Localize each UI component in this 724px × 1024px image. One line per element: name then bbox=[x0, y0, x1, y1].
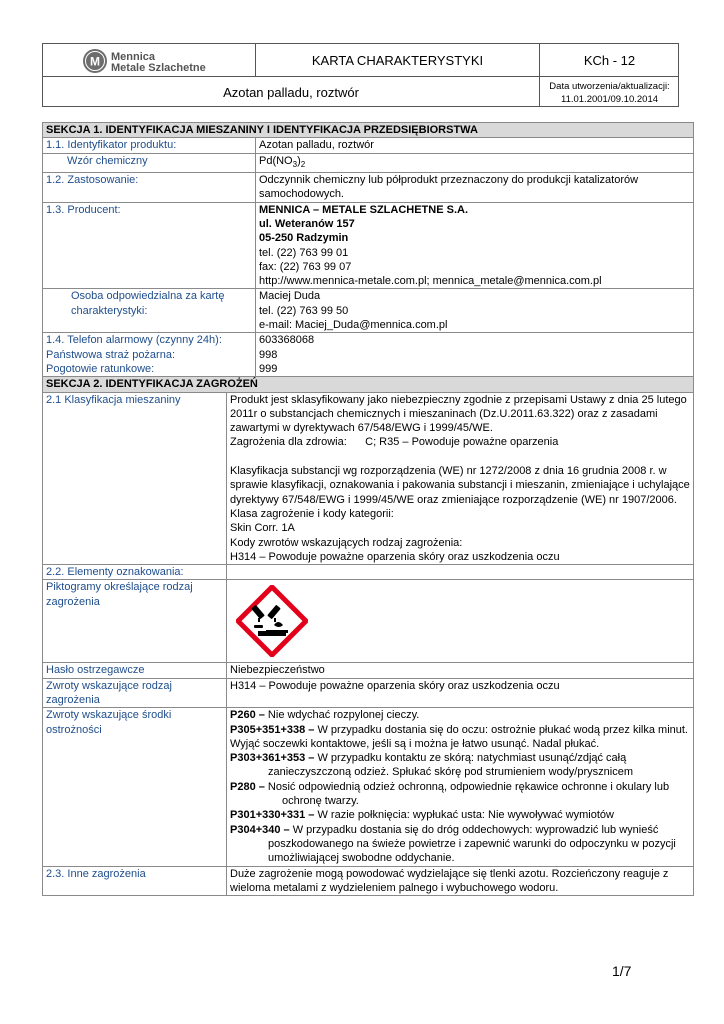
classification-p4: Klasa zagrożenie i kody kategorii: bbox=[230, 507, 394, 520]
pictogram-cell bbox=[227, 580, 694, 663]
p303-code: P303+361+353 – bbox=[230, 752, 315, 765]
document-code: KCh - 12 bbox=[583, 53, 636, 68]
table-row bbox=[43, 173, 694, 203]
section2-heading: SEKCJA 2. IDENTYFIKACJA ZAGROŻEŃ bbox=[43, 377, 694, 392]
table-row bbox=[43, 138, 694, 153]
producer-value bbox=[256, 202, 694, 289]
contact-email: e-mail: Maciej_Duda@mennica.com.pl bbox=[259, 319, 448, 332]
other-hazards-value: Duże zagrożenie mogą powodować wydzielające się tlenki azotu. Rozcieńczony reaguje z wieloma metalami z wydzieleniem palnego i wybuchowego wodoru. bbox=[227, 866, 694, 896]
elements-value bbox=[227, 565, 694, 580]
elements-label: 2.2. Elementy oznakowania: bbox=[43, 565, 227, 580]
classification-p3: Klasyfikacja substancji wg rozporządzenia (WE) nr 1272/2008 z dnia 16 grudnia 2008 r. w sprawie klasyfikacji, oznakowania i pakowania substancji i mieszanin, zmieniające i uchylające dyrektywy 67/548/EWG i 1999/45/WE oraz zmieniające rozporządzenie (WE) nr 1907/2006. bbox=[230, 465, 690, 506]
emergency-labels bbox=[43, 333, 256, 377]
classification-p2: Zagrożenia dla zdrowia: C; R35 – Powoduje poważne oparzenia bbox=[230, 436, 559, 449]
p260 bbox=[230, 708, 690, 722]
ambulance-label: Pogotowie ratunkowe: bbox=[46, 362, 155, 375]
section1-heading-row bbox=[43, 123, 694, 138]
p280 bbox=[230, 780, 690, 794]
table-row bbox=[43, 663, 694, 678]
classification-p7: H314 – Powoduje poważne oparzenia skóry oraz uszkodzenia oczu bbox=[230, 550, 560, 563]
table-row bbox=[43, 678, 694, 708]
classification-value bbox=[227, 392, 694, 565]
use-value: Odczynnik chemiczny lub półprodukt przeznaczony do produkcji katalizatorów samochodowych. bbox=[256, 173, 694, 203]
pictogram-label: Piktogramy określające rodzaj zagrożenia bbox=[43, 580, 227, 663]
p280-text: Nosić odpowiednią odzież ochronną, odpowiednie rękawice ochronne i okulary lub bbox=[264, 780, 670, 793]
classification-label: 2.1 Klasyfikacja mieszaniny bbox=[43, 392, 227, 565]
fire-value: 998 bbox=[259, 348, 278, 361]
formula-main: Pd(NO bbox=[259, 154, 293, 167]
document-dates bbox=[540, 77, 679, 107]
p305 bbox=[230, 723, 690, 752]
logo-line-1: Mennica bbox=[111, 51, 156, 63]
emergency-value: 603368068 bbox=[259, 334, 315, 347]
producer-city: 05-250 Radzymin bbox=[259, 232, 349, 245]
svg-text:M: M bbox=[90, 54, 100, 69]
p301 bbox=[230, 808, 690, 822]
p304-text: W przypadku dostania się do dróg oddechowych: wyprowadzić lub wynieść bbox=[289, 823, 659, 836]
formula-value bbox=[256, 153, 694, 172]
producer-name: MENNICA – METALE SZLACHETNE S.A. bbox=[259, 203, 469, 216]
p280-cont: ochronę twarzy. bbox=[282, 795, 359, 808]
logo-line-2: Metale Szlachetne bbox=[111, 62, 206, 74]
contact-value bbox=[256, 289, 694, 333]
table-row bbox=[43, 289, 694, 333]
producer-label: 1.3. Producent: bbox=[43, 202, 256, 289]
p260-text: Nie wdychać rozpylonej cieczy. bbox=[264, 709, 420, 722]
p305-text: W przypadku dostania się do oczu: ostrożnie płukać wodą przez kilka minut. Wyjąć soczewki kontaktowe, jeśli są i można je łatwo usunąć. Nadal płukać. bbox=[230, 723, 688, 750]
p303-cont: zanieczyszczoną odzież. Spłukać skórę pod strumieniem wody/prysznicem bbox=[268, 766, 633, 779]
table-row bbox=[43, 153, 694, 172]
precaution-label: Zwroty wskazujące środki ostrożności bbox=[43, 708, 227, 866]
table-row bbox=[43, 866, 694, 896]
dates-label: Data utworzenia/aktualizacji: bbox=[549, 81, 670, 92]
formula-label: Wzór chemiczny bbox=[43, 153, 256, 172]
table-row bbox=[43, 392, 694, 565]
p305-code: P305+351+338 – bbox=[230, 723, 315, 736]
corrosive-ghs05-icon bbox=[236, 585, 308, 657]
classification-p1: Produkt jest sklasyfikowany jako niebezpieczny zgodnie z przepisami Ustawy z dnia 25 lutego 2011r o substancjach chemicznych i mieszaninach (Dz.U.2011.63.322) oraz z zasadami zawartymi w dyrektywach 67/548/EWG i 1999/45/WE. bbox=[230, 393, 687, 435]
identifier-label: 1.1. Identyfikator produktu: bbox=[43, 138, 256, 153]
table-row bbox=[43, 333, 694, 377]
formula-close: ) bbox=[297, 154, 301, 167]
p303-text: W przypadku kontaktu ze skórą: natychmiast usunąć/zdjąć całą bbox=[314, 752, 627, 765]
ambulance-value: 999 bbox=[259, 362, 278, 375]
formula-sub-1: 3 bbox=[292, 159, 298, 169]
classification-p6: Kody zwrotów wskazujących rodzaj zagrożenia: bbox=[230, 536, 463, 549]
p303 bbox=[230, 751, 690, 765]
signal-label: Hasło ostrzegawcze bbox=[43, 663, 227, 678]
p304 bbox=[230, 823, 690, 837]
p260-code: P260 – bbox=[230, 709, 265, 722]
other-hazards-label: 2.3. Inne zagrożenia bbox=[43, 866, 227, 896]
table-row bbox=[43, 580, 694, 663]
section2-heading-row bbox=[43, 377, 694, 392]
precaution-value bbox=[227, 708, 694, 866]
classification-spacer bbox=[230, 450, 690, 464]
contact-name: Maciej Duda bbox=[259, 290, 321, 303]
page-number: 1/7 bbox=[612, 963, 632, 979]
p301-text: W razie połknięcia: wypłukać usta: Nie wywoływać wymiotów bbox=[314, 809, 614, 822]
p304-code: P304+340 – bbox=[230, 823, 290, 836]
contact-tel: tel. (22) 763 99 50 bbox=[259, 304, 349, 317]
hazard-label: Zwroty wskazujące rodzaj zagrożenia bbox=[43, 678, 227, 708]
table-row bbox=[43, 565, 694, 580]
producer-tel: tel. (22) 763 99 01 bbox=[259, 246, 349, 259]
mennica-logo-icon bbox=[82, 48, 108, 74]
dates-value: 11.01.2001/09.10.2014 bbox=[560, 94, 659, 105]
document-title: KARTA CHARAKTERYSTYKI bbox=[311, 53, 484, 68]
emergency-label: 1.4. Telefon alarmowy (czynny 24h): bbox=[46, 334, 222, 347]
p301-code: P301+330+331 – bbox=[230, 809, 315, 822]
company-logo-text bbox=[111, 52, 206, 74]
hazard-value: H314 – Powoduje poważne oparzenia skóry oraz uszkodzenia oczu bbox=[227, 678, 694, 708]
formula-sub-2: 2 bbox=[300, 159, 306, 169]
producer-web: http://www.mennica-metale.com.pl; mennica_metale@mennica.com.pl bbox=[259, 275, 602, 288]
producer-street: ul. Weteranów 157 bbox=[259, 217, 355, 230]
contact-label: Osoba odpowiedzialna za kartę charakterystyki: bbox=[43, 289, 256, 333]
p304-cont: poszkodowanego na świeże powietrze i zapewnić warunki do odpoczynku w pozycji umożliwiającej swobodne oddychanie. bbox=[268, 837, 676, 865]
identifier-value: Azotan palladu, roztwór bbox=[256, 138, 694, 153]
table-row bbox=[43, 202, 694, 289]
producer-fax: fax: (22) 763 99 07 bbox=[259, 260, 352, 273]
table-row bbox=[43, 708, 694, 866]
sds-table bbox=[42, 122, 694, 896]
emergency-values bbox=[256, 333, 694, 377]
section1-heading: SEKCJA 1. IDENTYFIKACJA MIESZANINY I IDENTYFIKACJA PRZEDSIĘBIORSTWA bbox=[43, 123, 694, 138]
use-label: 1.2. Zastosowanie: bbox=[43, 173, 256, 203]
signal-value: Niebezpieczeństwo bbox=[227, 663, 694, 678]
p280-code: P280 – bbox=[230, 780, 265, 793]
product-name: Azotan palladu, roztwór bbox=[223, 84, 359, 100]
fire-label: Państwowa straż pożarna: bbox=[46, 348, 176, 361]
classification-p5: Skin Corr. 1A bbox=[230, 522, 295, 535]
document-header bbox=[42, 43, 679, 107]
